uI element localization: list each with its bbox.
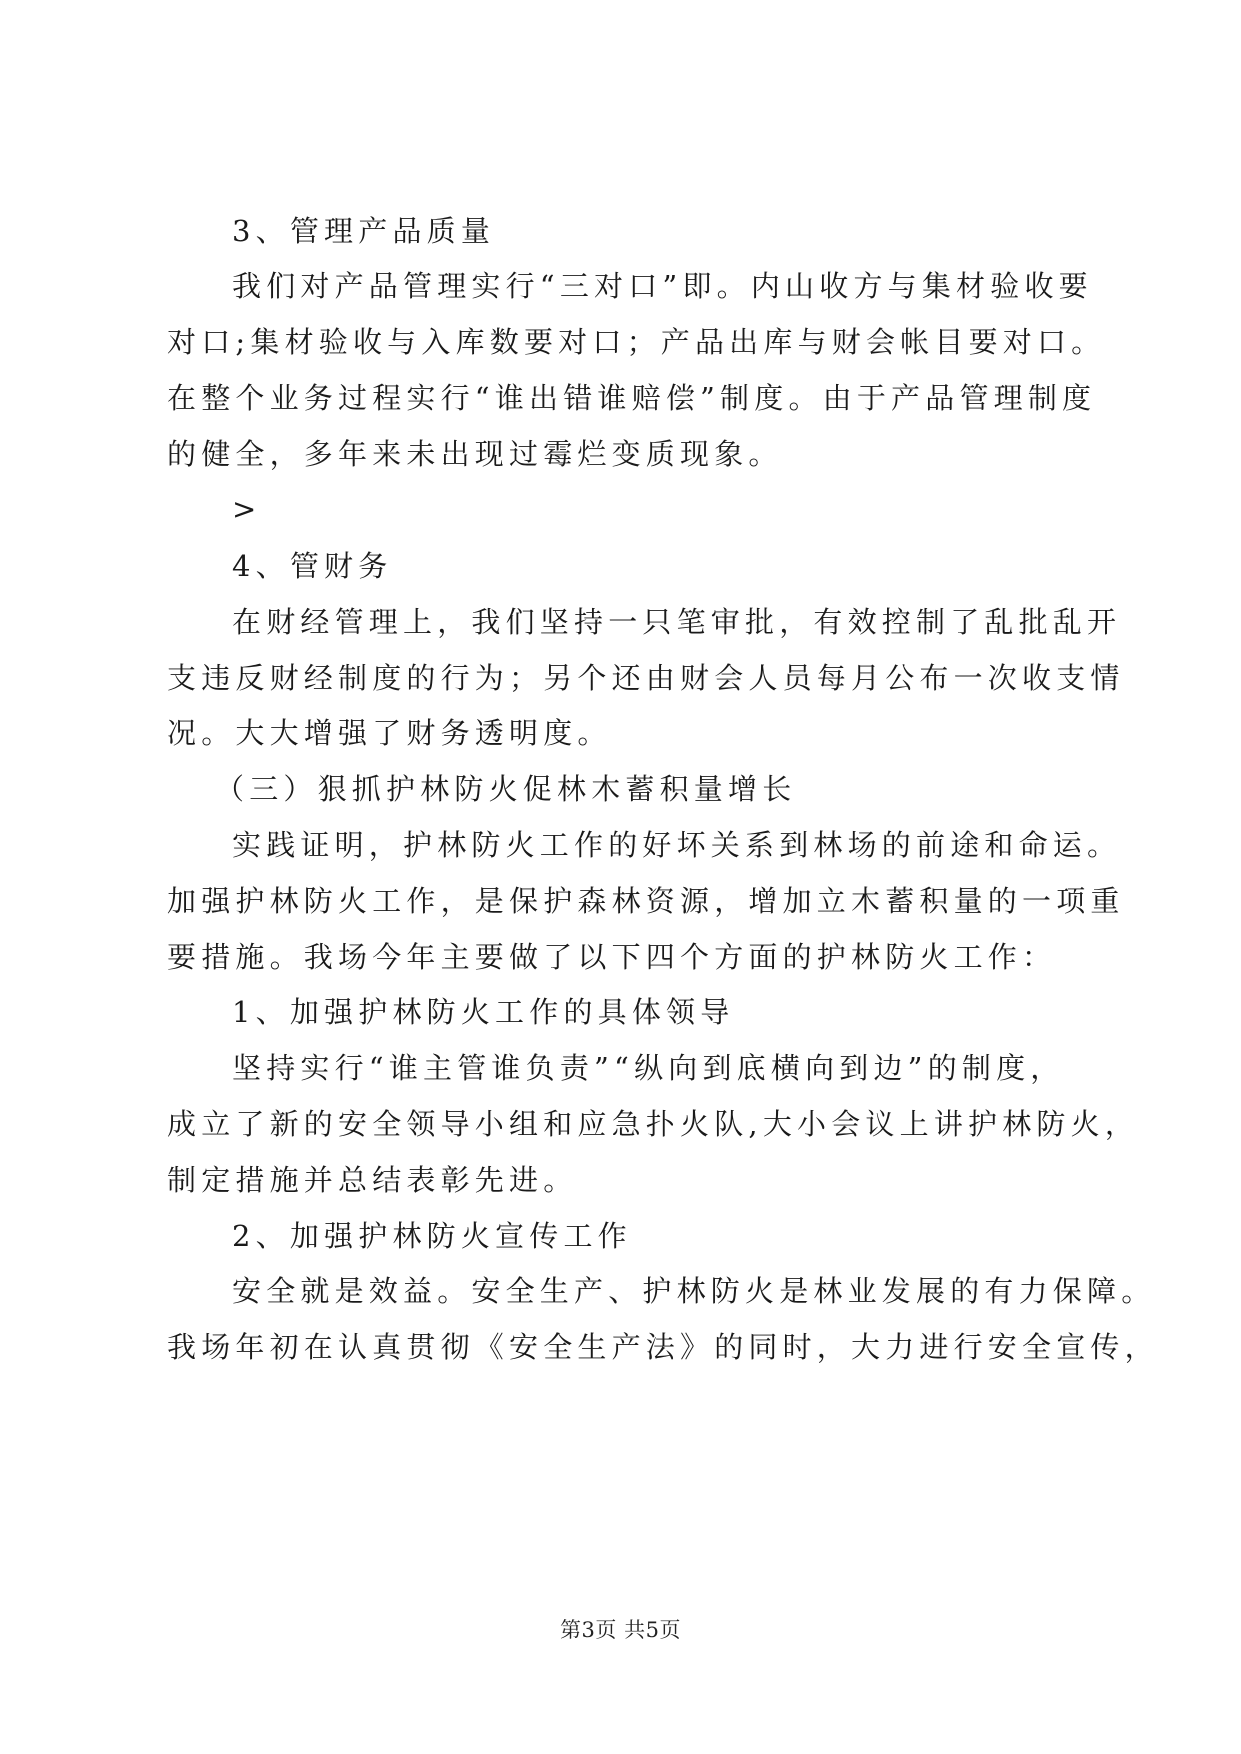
paragraph-line: 安全就是效益。安全生产、护林防火是林业发展的有力保障。 [232,1274,1156,1308]
paragraph-line: 在整个业务过程实行“谁出错谁赔偿”制度。由于产品管理制度 [167,381,1097,415]
page-footer: 第3页 共5页 [560,1618,681,1642]
subheading-2: 2、加强护林防火宣传工作 [232,1219,632,1253]
paragraph-line: 的健全，多年来未出现过霉烂变质现象。 [167,437,783,471]
paragraph-line: 支违反财经制度的行为；另个还由财会人员每月公布一次收支情 [167,661,1125,695]
paragraph-line: 要措施。我场今年主要做了以下四个方面的护林防火工作： [167,940,1057,974]
paragraph-line: 制定措施并总结表彰先进。 [167,1163,578,1197]
stray-symbol: > [232,492,262,526]
section-heading-part-3: （三）狠抓护林防火促林木蓄积量增长 [215,772,797,806]
paragraph-line: 我们对产品管理实行“三对口”即。内山收方与集材验收要 [232,269,1093,303]
paragraph-line: 对口;集材验收与入库数要对口；产品出库与财会帐目要对口。 [167,325,1106,359]
paragraph-line: 况。大大增强了财务透明度。 [167,716,612,750]
paragraph-line: 实践证明，护林防火工作的好坏关系到林场的前途和命运。 [232,828,1122,862]
section-heading-4: 4、管财务 [232,549,393,583]
paragraph-line: 在财经管理上，我们坚持一只笔审批，有效控制了乱批乱开 [232,605,1122,639]
subheading-1: 1、加强护林防火工作的具体领导 [232,995,735,1029]
paragraph-line: 坚持实行“谁主管谁负责”“纵向到底横向到边”的制度， [232,1051,1065,1085]
paragraph-line: 加强护林防火工作，是保护森林资源，增加立木蓄积量的一项重 [167,884,1125,918]
paragraph-line: 我场年初在认真贯彻《安全生产法》的同时，大力进行安全宣传， [167,1330,1159,1364]
section-heading-3: 3、管理产品质量 [232,214,496,248]
paragraph-line: 成立了新的安全领导小组和应急扑火队,大小会议上讲护林防火， [167,1107,1140,1141]
